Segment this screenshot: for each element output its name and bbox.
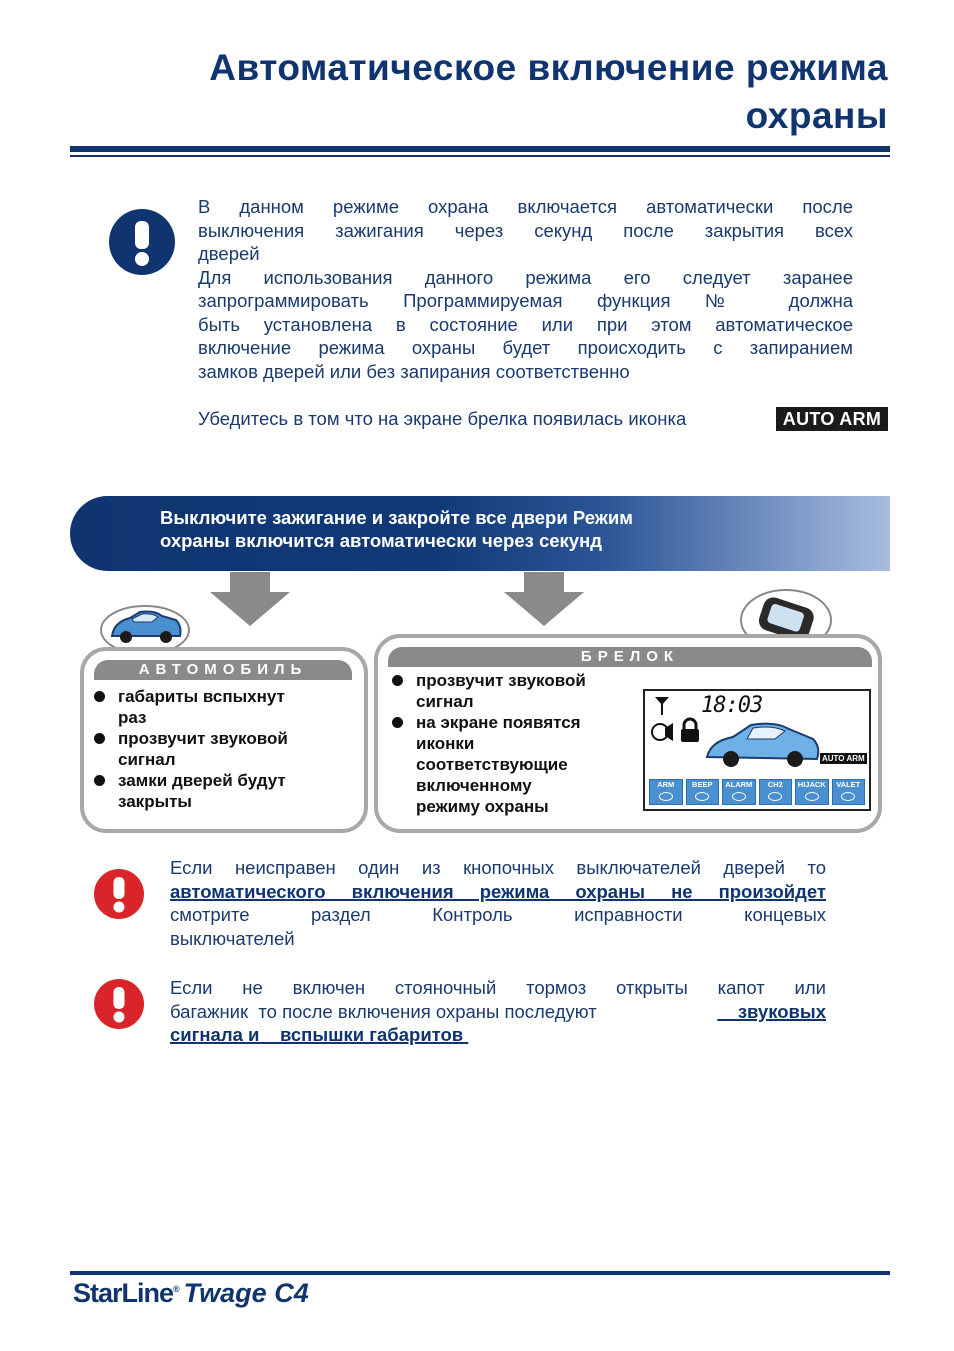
brand-reg-mark: ® xyxy=(173,1284,180,1294)
page-title-line1: Автоматическое включение режима xyxy=(209,47,888,88)
warning-line: Если неисправен один из кнопочных выключателей дверей то xyxy=(170,857,826,878)
lcd-alarm-icon: ALARM xyxy=(722,779,756,805)
list-item-line: сигнал xyxy=(118,750,176,769)
page-title xyxy=(108,44,888,140)
warning-emphasis: звуковых xyxy=(717,1000,826,1022)
intro-line: включение режима охраны будет происходить с запиранием xyxy=(198,337,853,358)
lcd-arm-icon: ARM xyxy=(649,779,683,805)
title-rule-thick xyxy=(70,146,890,152)
intro-line: В данном режиме охрана включается автоматически после xyxy=(198,196,853,217)
list-item xyxy=(90,728,350,770)
list-item-line: раз xyxy=(118,708,147,727)
car-panel-list xyxy=(90,686,350,812)
exclamation-warning-icon xyxy=(93,868,145,920)
warning-door-switch xyxy=(170,856,826,950)
list-item-line: соответствующие xyxy=(416,755,568,774)
list-item-line: замки дверей будут xyxy=(118,771,286,790)
bullet-icon xyxy=(392,675,403,686)
warning-emphasis: сигнала и вспышки габаритов xyxy=(170,1024,469,1045)
brand-model: Twage C4 xyxy=(183,1278,309,1308)
lock-icon xyxy=(679,717,701,743)
car-panel-header: АВТОМОБИЛЬ xyxy=(94,660,352,680)
warning-line: смотрите раздел Контроль исправности концевых xyxy=(170,904,826,925)
intro-line: выключения зажигания через секунд после закрытия всех xyxy=(198,219,853,241)
lcd-valet-icon: VALET xyxy=(832,779,866,805)
list-item xyxy=(388,712,628,817)
keyfob-lcd-screen xyxy=(643,689,871,811)
exclamation-warning-icon xyxy=(93,978,145,1030)
list-item xyxy=(90,686,350,728)
lcd-ch2-icon: CH2 xyxy=(759,779,793,805)
title-rule-thin xyxy=(70,155,890,157)
warning-parking-brake xyxy=(170,976,826,1047)
intro-line: Для использования данного режима его следует заранее xyxy=(198,266,853,288)
lcd-hijack-icon: HIJACK xyxy=(795,779,829,805)
page-title-line2: охраны xyxy=(745,95,888,136)
keyfob-panel-list xyxy=(388,670,628,817)
warning-line xyxy=(170,1023,826,1047)
intro-line: замков дверей или без запирания соответственно xyxy=(198,360,630,382)
speaker-icon xyxy=(651,721,677,743)
arrow-down-icon xyxy=(210,572,290,626)
banner-line1: Выключите зажигание и закройте все двери Режим xyxy=(160,507,633,528)
intro-line: запрограммировать Программируемая функция № должна xyxy=(198,290,853,311)
bullet-icon xyxy=(94,733,105,744)
list-item-line: иконки xyxy=(416,734,475,753)
warning-emphasis: автоматического включения режима охраны не произойдет xyxy=(170,880,826,902)
list-item xyxy=(90,770,350,812)
antenna-icon xyxy=(655,697,669,715)
list-item-line: на экране появятся xyxy=(416,713,581,732)
bullet-icon xyxy=(392,717,403,728)
brand-logo xyxy=(73,1278,309,1309)
intro-line: дверей xyxy=(198,243,260,264)
exclamation-info-icon xyxy=(108,208,176,276)
bullet-icon xyxy=(94,775,105,786)
list-item xyxy=(388,670,628,712)
lcd-time: 18:03 xyxy=(701,693,763,718)
arrow-down-icon xyxy=(504,572,584,626)
bullet-icon xyxy=(94,691,105,702)
list-item-line: прозвучит звуковой xyxy=(118,729,288,748)
list-item-line: прозвучит звуковой xyxy=(416,671,586,690)
lcd-icon-bar xyxy=(649,779,865,805)
list-item-line: габариты вспыхнут xyxy=(118,687,285,706)
lcd-auto-arm-badge: AUTO ARM xyxy=(822,754,865,763)
list-item-line: режиму охраны xyxy=(416,797,549,816)
lcd-beep-icon: BEEP xyxy=(686,779,720,805)
footer-rule xyxy=(70,1271,890,1275)
intro-paragraph xyxy=(198,195,853,383)
warning-line: багажник то после включения охраны последуют звуковых xyxy=(170,1000,826,1022)
warning-line: Если не включен стояночный тормоз открыты капот или xyxy=(170,977,826,998)
list-item-line: включенному xyxy=(416,776,532,795)
lcd-car-icon xyxy=(703,715,823,775)
auto-arm-badge: AUTO ARM xyxy=(776,407,888,431)
check-icon-text: Убедитесь в том что на экране брелка появилась иконка xyxy=(198,408,687,429)
intro-line: быть установлена в состояние или при этом автоматическое xyxy=(198,313,853,335)
list-item-line: сигнал xyxy=(416,692,474,711)
warning-line: выключателей xyxy=(170,927,295,949)
instruction-banner-text xyxy=(160,506,633,552)
banner-line2: охраны включится автоматически через секунд xyxy=(160,530,602,551)
brand-name: StarLine xyxy=(73,1278,174,1308)
warning-line xyxy=(170,880,826,904)
list-item-line: закрыты xyxy=(118,792,192,811)
keyfob-panel-header: БРЕЛОК xyxy=(388,647,872,667)
